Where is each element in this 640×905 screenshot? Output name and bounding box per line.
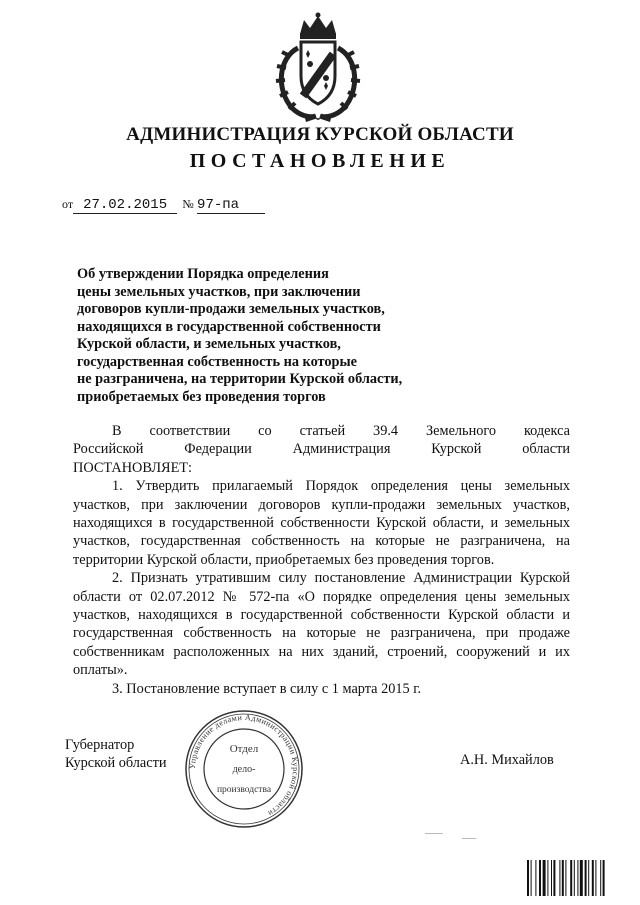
stamp-center-line: Отдел [229,743,259,755]
stamp-center-line: дело- [232,764,256,775]
scan-mark [425,833,443,834]
item-2: 2. Признать утратившим силу постановление Администрации Курской области от 02.07.2012 № 572-па «О порядке определения цены земельных участков, находящихся в государственной собственности Курской области и государственная собственность на которые не разграничена, при продаже собственникам расположенных на них зданий, строений, сооружений и их оплаты». [73,570,570,679]
barcode-bar [585,860,587,896]
barcode-bar [547,860,548,896]
barcode-bar [527,860,529,896]
signatory-position [65,736,167,773]
scan-mark [462,838,476,839]
document-type: ПОСТАНОВЛЕНИЕ [189,150,451,172]
document-date: 27.02.2015 [73,197,177,214]
barcode-bar [595,860,596,896]
date-number-row [62,196,265,214]
barcode-bar [551,860,552,896]
coat-of-arms-icon [270,12,366,124]
title-line: государственная собственность на которые [77,353,358,370]
organization-name: АДМИНИСТРАЦИЯ КУРСКОЙ ОБЛАСТИ [126,124,514,145]
stamp-center-line: производства [216,785,272,795]
number-prefix: № [182,197,194,211]
preamble-line: Российской Федерации Администрация Курской области [73,441,570,458]
title-line: Курской области, и земельных участков, [77,336,341,352]
item-3: 3. Постановление вступает в силу с 1 марта 2015 г. [112,680,422,697]
barcode-bar [600,860,601,896]
title-line: находящихся в государственной собственности [77,318,381,335]
barcode-bar [565,860,566,896]
document-body [73,422,570,698]
barcode-bar [553,860,555,896]
barcode-bar [603,860,605,896]
title-line: Об утверждении Порядка определения [77,266,329,282]
barcode-bar [570,860,572,896]
date-prefix: от [62,197,74,211]
barcode-bar [577,860,578,896]
title-line: приобретаемых без проведения торгов [77,388,326,405]
barcode-bar [543,860,546,896]
barcode-icon [527,860,631,896]
position-line: Курской области [65,755,167,772]
title-line: не разграничена, на территории Курской области, [77,371,403,387]
barcode-bar [539,860,541,896]
barcode-bar [592,860,594,896]
title-line: цены земельных участков, при заключении [77,283,361,300]
barcode-bar [531,860,532,896]
document-number: 97-па [197,197,265,214]
stamp-ring-text: Управление делами Администрации Курской области [187,712,301,819]
barcode-bar [574,860,575,896]
item-1: 1. Утвердить прилагаемый Порядок определения цены земельных участков, при заключении договоров купли-продажи земельных участков, находящихся в государственной собственности Курской области, и земельных участков, государственная собственность на которые не разграничена, на территории Курской области, приобретаемых без проведения торгов. [73,478,570,568]
barcode-bar [535,860,536,896]
official-stamp [183,708,305,830]
barcode-bar [580,860,583,896]
barcode-bar [559,860,560,896]
title-line: договоров купли-продажи земельных участков, [77,301,385,317]
decree-word: ПОСТАНОВЛЯЕТ: [73,459,193,476]
signatory-name: А.Н. Михайлов [460,752,554,768]
preamble-line: В соответствии со статьей 39.4 Земельного кодекса [112,423,570,439]
barcode-bar [588,860,589,896]
barcode-bar [562,860,564,896]
document-title [77,266,402,406]
position-line: Губернатор [65,737,135,753]
